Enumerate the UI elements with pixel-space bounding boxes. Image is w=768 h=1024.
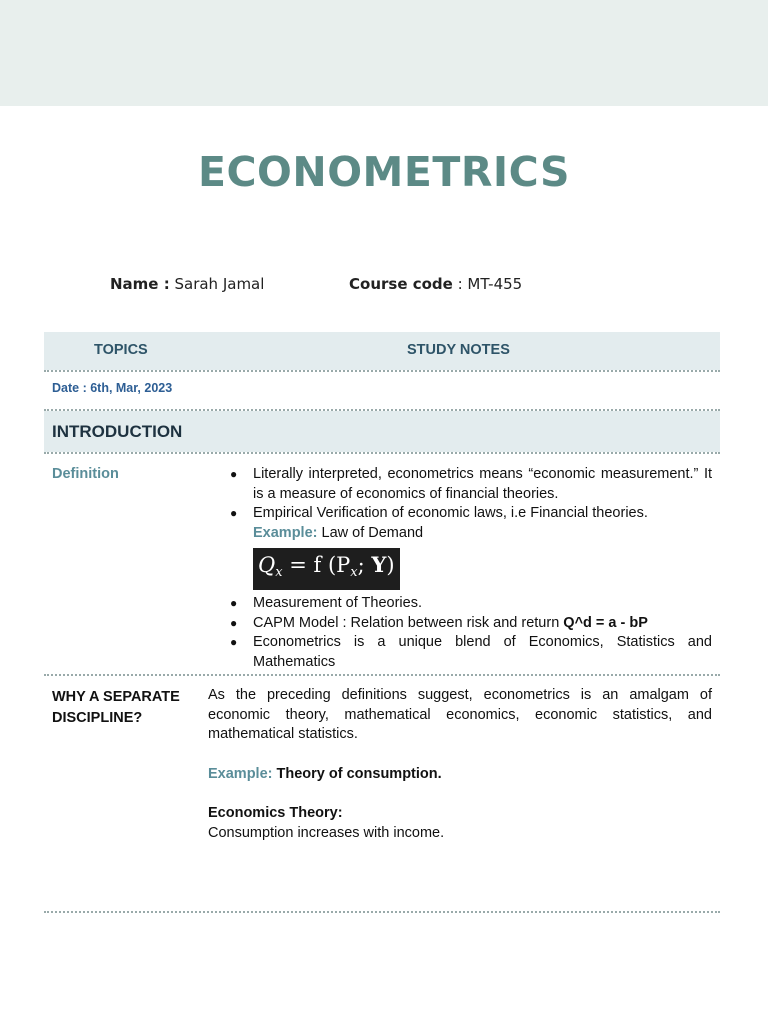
bullet-icon: ● xyxy=(230,635,238,649)
divider xyxy=(44,674,720,676)
theory-heading: Economics Theory: xyxy=(208,805,343,821)
name-value: Sarah Jamal xyxy=(174,275,265,293)
list-item xyxy=(230,504,712,594)
course-value: : MT-455 xyxy=(457,275,523,293)
bullet-text: Econometrics is a unique blend of Economics, Statistics and Mathematics xyxy=(253,634,712,670)
column-header-study-notes: STUDY NOTES xyxy=(407,342,510,358)
course-code xyxy=(349,275,522,293)
session-date: Date : 6th, Mar, 2023 xyxy=(52,381,173,395)
list-item xyxy=(230,465,712,504)
bullet-icon: ● xyxy=(230,506,238,520)
list-item xyxy=(230,614,712,634)
topic-definition: Definition xyxy=(52,466,119,482)
example-label: Example: xyxy=(208,765,273,782)
section-title: INTRODUCTION xyxy=(52,422,183,441)
bullet-icon: ● xyxy=(230,596,238,610)
bullet-icon: ● xyxy=(230,615,238,630)
bullet-text: CAPM Model : Relation between risk and return xyxy=(253,614,560,631)
topic-why-separate-discipline: WHY A SEPARATE DISCIPLINE? xyxy=(52,689,180,726)
column-header-topics: TOPICS xyxy=(94,342,148,358)
bullet-text: Empirical Verification of economic laws, i.e Financial theories. xyxy=(253,505,648,521)
theory-text: Consumption increases with income. xyxy=(208,824,445,841)
bullet-text: Measurement of Theories. xyxy=(253,595,422,611)
name-label: Name : xyxy=(110,275,170,293)
bullet-text: Literally interpreted, econometrics means “economic measurement.” It is a measure of economics of financial theories. xyxy=(253,466,712,502)
student-name xyxy=(110,275,264,293)
divider xyxy=(44,911,720,913)
example-text: Law of Demand xyxy=(321,524,424,541)
divider xyxy=(44,452,720,454)
page-title: ECONOMETRICS xyxy=(197,148,571,196)
example-text: Theory of consumption. xyxy=(276,765,442,782)
list-item xyxy=(230,594,712,614)
header-band xyxy=(0,0,768,106)
demand-formula: $Q_x = f$ ($P_x$; Y) xyxy=(253,548,400,590)
why-notes xyxy=(208,686,712,843)
list-item xyxy=(230,633,712,672)
definition-notes xyxy=(230,465,712,672)
example-label: Example: xyxy=(253,524,318,541)
divider xyxy=(44,370,720,372)
why-example xyxy=(208,765,712,785)
capm-formula: Q^d = a - bP xyxy=(563,614,648,631)
bullet-icon: ● xyxy=(230,467,238,481)
course-label: Course code xyxy=(349,275,453,293)
why-intro: As the preceding definitions suggest, econometrics is an amalgam of economic theory, mathematical economics, economic statistics, and mathematical statistics. xyxy=(208,687,712,742)
